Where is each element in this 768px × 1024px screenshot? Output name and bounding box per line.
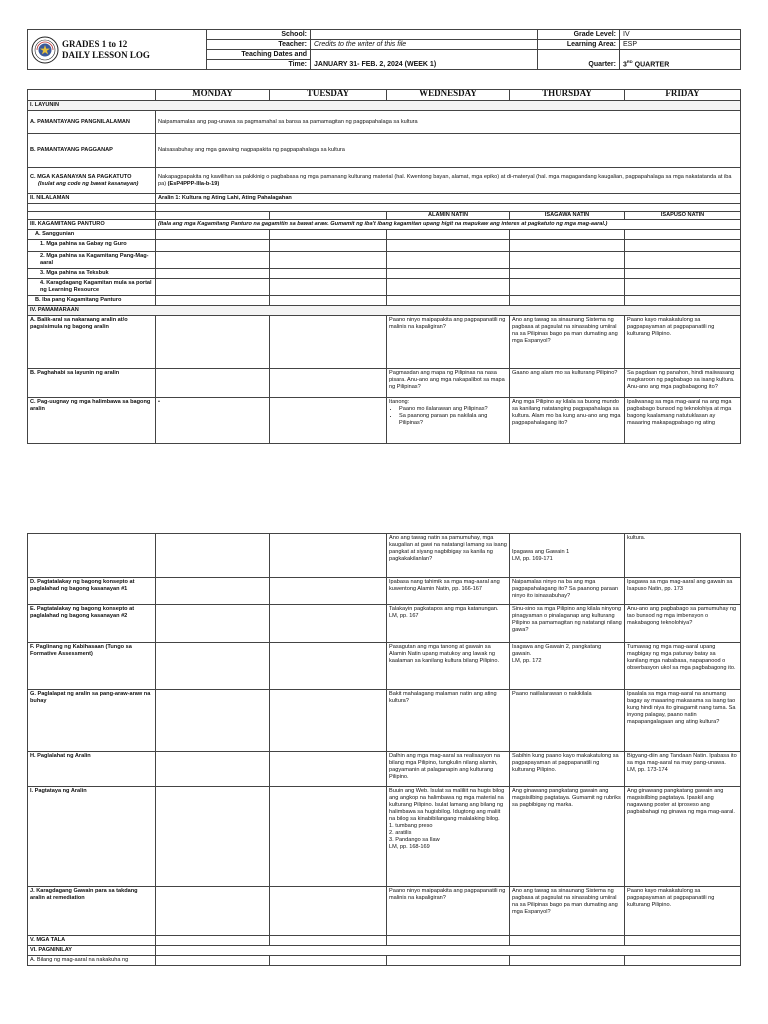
proc-f-fri: Tumawag ng mga mag-aaral upang magbigay ng mga patunay batay sa kanilang mga nababasa, napapanood o obserbasyon ukol sa mga pagbabagong ito.	[625, 643, 741, 690]
proc-a-thu: Ano ang tawag sa sinaunang Sistema ng pagbasa at pagsulat na sinasabing umiiral na sa Pilipinas bago pa man dumating ang mga Espanyol?	[510, 316, 625, 369]
proc-c-fri-cont: kultura.	[625, 534, 741, 578]
cell	[270, 956, 387, 966]
nilalaman-text: Aralin 1: Kultura ng Ating Lahi, Ating Pahalagahan	[156, 194, 741, 204]
cell	[270, 252, 387, 269]
cell	[270, 316, 387, 369]
pagninilay-a: A. Bilang ng mag-aaral na nakakuha ng	[28, 956, 156, 966]
cell	[156, 230, 270, 240]
cell	[270, 269, 387, 279]
obj-c-label-cell	[28, 168, 156, 194]
section-tala: V. MGA TALA	[28, 936, 156, 946]
lesson-log-page-1	[27, 29, 740, 444]
title-alamin: ALAMIN NATIN	[387, 212, 510, 220]
cell	[625, 956, 741, 966]
dates-value[interactable]: JANUARY 31- FEB. 2, 2024 (WEEK 1)	[311, 50, 538, 70]
cell	[625, 230, 741, 240]
proc-i-label: I. Pagtataya ng Aralin	[28, 787, 156, 887]
cell	[28, 534, 156, 578]
proc-c-wed-cont: Ano ang tawag natin sa pamumuhay, mga kaugalian at gawi na natatangi lamang sa isang pangkat at siyang nagbibigay sa kanila ng pagkakakilanlan?	[387, 534, 510, 578]
quarter-value[interactable]	[620, 50, 741, 70]
quarter-sup: RD	[626, 58, 633, 64]
proc-b-fri: Sa pagdaan ng panahon, hindi maiiwasang magkaroon ng pagbabago sa isang kultura. Anu-ano ang mga pagbabagong ito?	[625, 369, 741, 398]
proc-c-thu: Ang mga Pilipino ay kilala sa buong mundo sa kanilang natatanging pagpapahalaga sa kultura. Alam mo ba kung anu-ano ang mga pagpapahalagang ito?	[510, 398, 625, 444]
proc-e-thu: Sinu-sino sa mga Pilipino ang kilala ninyong pinagyaman o pinalaganap ang kulturang Pilipino sa pamamagitan ng natatangi nilang gawa?	[510, 605, 625, 643]
cell	[270, 398, 387, 444]
day-wednesday: WEDNESDAY	[387, 90, 510, 101]
cell	[625, 252, 741, 269]
cell	[625, 936, 741, 946]
cell	[387, 230, 510, 240]
cell	[510, 936, 625, 946]
proc-d-fri: Ipagawa sa mga mag-aaral ang gawain sa Isapuso Natin, pp. 173	[625, 578, 741, 605]
proc-c-wed-q1: • Paano mo ilalarawan ang Pilipinas?	[399, 406, 507, 413]
obj-a-label: A. PAMANTAYANG PANGNILALAMAN	[28, 111, 156, 134]
proc-e-label: E. Pagtatalakay ng bagong konsepto at paglalahad ng bagong kasanayan #2	[28, 605, 156, 643]
cell	[270, 643, 387, 690]
proc-d-label: D. Pagtatalakay ng bagong konsepto at paglalahad ng bagong kasanayan #1	[28, 578, 156, 605]
obj-b-label: B. PAMANTAYANG PAGGANAP	[28, 134, 156, 168]
cell	[156, 946, 741, 956]
cell	[510, 296, 625, 306]
blank	[28, 212, 156, 220]
cell	[156, 269, 270, 279]
proc-f-wed: Pasagutan ang mga tanong at gawain sa Alamin Natin upang matukoy ang lawak ng kaalaman sa kanilang kultura bilang Pilipino.	[387, 643, 510, 690]
proc-b-wed: Pagmasdan ang mapa ng Pilipinas na nasa pisara. Anu-ano ang mga nakapalibot sa mapa ng Pilipinas?	[387, 369, 510, 398]
proc-a-label: A. Balik-aral sa nakaraang aralin at/o pagsisimula ng bagong aralin	[28, 316, 156, 369]
cell	[270, 534, 387, 578]
kag-a2-label: 2. Mga pahina sa Kagamitang Pang-Mag-aaral	[28, 252, 156, 269]
proc-h-thu: Sabihin kung paano kayo makakatulong sa pagpapayaman at pagpapanatili ng kulturang Pilipino.	[510, 752, 625, 787]
quarter-label: Quarter:	[538, 50, 620, 70]
obj-c-label: C. MGA KASANAYAN SA PAGKATUTO	[30, 173, 132, 180]
cell	[156, 787, 270, 887]
bullet-icon: •	[158, 399, 160, 405]
cell	[156, 279, 270, 296]
cell	[625, 279, 741, 296]
school-label: School:	[207, 30, 311, 40]
proc-g-label: G. Paglalapat ng aralin sa pang-araw-araw na buhay	[28, 690, 156, 752]
title-isapuso: ISAPUSO NATIN	[625, 212, 741, 220]
lesson-log-page-2	[27, 533, 740, 966]
proc-g-wed: Bakit mahalagang malaman natin ang ating kultura?	[387, 690, 510, 752]
section-pamamaraan: IV. PAMAMARAAN	[28, 306, 741, 316]
school-value[interactable]	[311, 30, 538, 40]
proc-a-wed: Paano ninyo maipapakita ang pagpapanatili ng malinis na kapaligiran?	[387, 316, 510, 369]
lesson-table-1	[27, 89, 741, 444]
cell	[156, 643, 270, 690]
cell	[510, 269, 625, 279]
proc-e-fri: Anu-ano ang pagbabago sa pamumuhay ng tao bunsod ng mga imbensyon o makabagong teknolohiya?	[625, 605, 741, 643]
cell	[270, 936, 387, 946]
proc-i-thu: Ang ginawang pangkatang gawain ang magsisilbing pagtataya. Gumamit ng rubriks sa pagbibigay ng marka.	[510, 787, 625, 887]
proc-c-mon	[156, 398, 270, 444]
cell	[387, 936, 510, 946]
cell	[270, 279, 387, 296]
cell	[156, 316, 270, 369]
cell	[270, 240, 387, 252]
proc-c-thu-cont: Ipagawa ang Gawain 1 LM, pp. 169-171	[510, 534, 625, 578]
day-blank	[28, 90, 156, 101]
proc-e-wed: Talakayin pagkatapos ang mga katanungan. LM, pp. 167	[387, 605, 510, 643]
cell	[510, 230, 625, 240]
proc-c-wed	[387, 398, 510, 444]
cell	[270, 296, 387, 306]
section-kagamitan: III. KAGAMITANG PANTURO	[28, 220, 156, 230]
proc-h-fri: Bigyang-diin ang Tandaan Natin. Ipabasa ito sa mga mag-aaral na may pang-unawa. LM, pp. 173-174	[625, 752, 741, 787]
proc-j-wed: Paano ninyo maipapakita ang pagpapanatili ng malinis na kapaligiran?	[387, 887, 510, 936]
cell	[156, 956, 270, 966]
day-monday: MONDAY	[156, 90, 270, 101]
cell	[625, 296, 741, 306]
grade-label: Grade Level:	[538, 30, 620, 40]
cell	[270, 369, 387, 398]
proc-i-wed: Buuin ang Web. Isulat sa maliliit na hugis bilog ang angkop na halimbawa ng mga material na kulturang Pilipino. Isulat lamang ang bilang ng halimbawa sa hugisbilog. Idugtong ang maliit na bilog sa kinabibilangang malalaking bilog. 1. tumbang preso 2. aratilis 3. Pandango sa Ilaw LM, pp. 168-169	[387, 787, 510, 887]
cell	[387, 269, 510, 279]
deped-seal-icon	[31, 36, 59, 64]
cell	[387, 956, 510, 966]
obj-a-text: Naipamamalas ang pag-unawa sa pagmamahal sa bansa sa pamamagitan ng pagpapahalaga sa kultura	[156, 111, 741, 134]
cell	[270, 605, 387, 643]
proc-f-label: F. Paglinang ng Kabihasaan (Tungo sa Formative Assessment)	[28, 643, 156, 690]
proc-c-wed-intro: Itanong:	[389, 399, 410, 405]
obj-b-text: Naisasabuhay ang mga gawaing nagpapakita ng pagpapahalaga sa kultura	[156, 134, 741, 168]
title-line-2: DAILY LESSON LOG	[62, 49, 150, 60]
cell	[510, 279, 625, 296]
cell	[156, 578, 270, 605]
area-label: Learning Area:	[538, 40, 620, 50]
cell	[156, 252, 270, 269]
cell	[156, 240, 270, 252]
kagamitan-note: (Itala ang mga Kagamitang Panturo na gagamitin sa bawat araw. Gumamit ng iba't ibang kagamitan upang higit na mapukaw ang interes at pagkatuto ng mga mag-aaral.)	[156, 220, 741, 230]
obj-c-code: (EsP4PPP-IIIa-b-19)	[167, 180, 220, 187]
kag-b-label: B. Iba pang Kagamitang Panturo	[28, 296, 156, 306]
cell	[387, 296, 510, 306]
cell	[270, 887, 387, 936]
day-tuesday: TUESDAY	[270, 90, 387, 101]
cell	[387, 279, 510, 296]
cell	[270, 690, 387, 752]
cell	[156, 369, 270, 398]
title-line-1: GRADES 1 to 12	[62, 38, 128, 49]
cell	[510, 252, 625, 269]
blank	[156, 204, 741, 212]
section-pagninilay: VI. PAGNINILAY	[28, 946, 156, 956]
area-value[interactable]: ESP	[620, 40, 741, 50]
dates-label-2: Time:	[207, 60, 311, 70]
kag-a4-label: 4. Karagdagang Kagamitan mula sa portal ng Learning Resource	[28, 279, 156, 296]
obj-c-sublabel: (Isulat ang code ng bawat kasanayan)	[38, 180, 139, 187]
blank	[270, 212, 387, 220]
title-isagawa: ISAGAWA NATIN	[510, 212, 625, 220]
proc-b-thu: Gaano ang alam mo sa kulturang Pilipino?	[510, 369, 625, 398]
obj-c-text-cell	[156, 168, 741, 194]
cell	[387, 252, 510, 269]
header-table	[27, 29, 741, 70]
obj-c-text: Nakapagpapakita ng kawilihan sa pakikinig o pagbabasa ng mga pamanang kulturang material (hal. Kwentong bayan, alamat, mga epiko) at di-materyal (hal. mga magagandang kaugalian, pagpapahalaga sa mga nakatatanda at iba pa)	[158, 173, 732, 187]
proc-j-label: J. Karagdagang Gawain para sa takdang aralin at remediation	[28, 887, 156, 936]
day-thursday: THURSDAY	[510, 90, 625, 101]
day-friday: FRIDAY	[625, 90, 741, 101]
cell	[270, 787, 387, 887]
cell	[156, 752, 270, 787]
cell	[625, 269, 741, 279]
cell	[625, 240, 741, 252]
teacher-label: Teacher:	[207, 40, 311, 50]
cell	[156, 534, 270, 578]
blank	[156, 212, 270, 220]
proc-c-wed-q2: • Sa paanong paraan pa nakilala ang Pilipinas?	[399, 413, 507, 427]
lesson-table-2	[27, 533, 741, 966]
proc-h-label: H. Paglalahat ng Aralin	[28, 752, 156, 787]
proc-c-fri: Ipaliwanag sa mga mag-aaral na ang mga pagbabago bunsod ng teknolohiya at mga bagong kaalamang natutuklasan ay maaaring makapagpabago ng ating	[625, 398, 741, 444]
cell	[510, 956, 625, 966]
cell	[270, 752, 387, 787]
proc-j-thu: Ano ang tawag sa sinaunang Sistema ng pagbasa at pagsulat na sinasabing umiiral na sa Pilipinas bago pa man dumating ang mga Espanyol?	[510, 887, 625, 936]
proc-g-thu: Paano naiilalarawan o nakikilala	[510, 690, 625, 752]
grade-value[interactable]: IV	[620, 30, 741, 40]
cell	[156, 936, 270, 946]
proc-i-fri: Ang ginawang pangkatang gawain ang magsisilbing pagtataya. Ipaskil ang nagawang poster at iproseso ang pagbabahagi ng ginawa ng mga mag-aaral.	[625, 787, 741, 887]
kag-a-label: A. Sanggunian	[28, 230, 156, 240]
quarter-word: QUARTER	[634, 61, 670, 68]
cell	[156, 887, 270, 936]
cell	[270, 230, 387, 240]
proc-a-fri: Paano kayo makakatulong sa pagpapayaman at pagpapanatili ng kulturang Pilipino.	[625, 316, 741, 369]
logo-cell	[28, 30, 207, 70]
cell	[510, 240, 625, 252]
section-layunin: I. LAYUNIN	[28, 101, 741, 111]
cell	[156, 605, 270, 643]
dates-label-1: Teaching Dates and	[207, 50, 311, 60]
quarter-num: 3	[623, 61, 627, 68]
proc-h-wed: Dalhin ang mga mag-aaral sa realisasyon na bilang mga Pilipino, tungkulin nilang alamin, pagyamanin at palaganapin ang kulturang Pilipino.	[387, 752, 510, 787]
cell	[156, 296, 270, 306]
kag-a1-label: 1. Mga pahina sa Gabay ng Guro	[28, 240, 156, 252]
cell	[270, 578, 387, 605]
proc-d-wed: Ipabasa nang tahimik sa mga mag-aaral ang kuwentong Alamin Natin, pp. 166-167	[387, 578, 510, 605]
cell	[387, 240, 510, 252]
proc-d-thu: Naipamalas ninyo na ba ang mga pagpapahalagang ito? Sa paanong paraan ninyo ito isinasabuhay?	[510, 578, 625, 605]
section-nilalaman: II. NILALAMAN	[28, 194, 156, 204]
kag-a3-label: 3. Mga pahina sa Teksbuk	[28, 269, 156, 279]
proc-c-label: C. Pag-uugnay ng mga halimbawa sa bagong aralin	[28, 398, 156, 444]
proc-j-fri: Paano kayo makakatulong sa pagpapayaman at pagpapanatili ng kulturang Pilipino.	[625, 887, 741, 936]
cell	[156, 690, 270, 752]
blank	[28, 204, 156, 212]
teacher-value[interactable]: Credits to the writer of this file	[311, 40, 538, 50]
proc-f-thu: Isagawa ang Gawain 2, pangkatang gawain. LM, pp. 172	[510, 643, 625, 690]
proc-g-fri: Ipaalala sa mga mag-aaral na anumang bagay ay maaaring makasama sa isang tao kung hindi niya ito ginagamit nang tama. Sa inyong palagay, paano natin mapapangalagaan ang ating kultura?	[625, 690, 741, 752]
proc-b-label: B. Paghahabi sa layunin ng aralin	[28, 369, 156, 398]
